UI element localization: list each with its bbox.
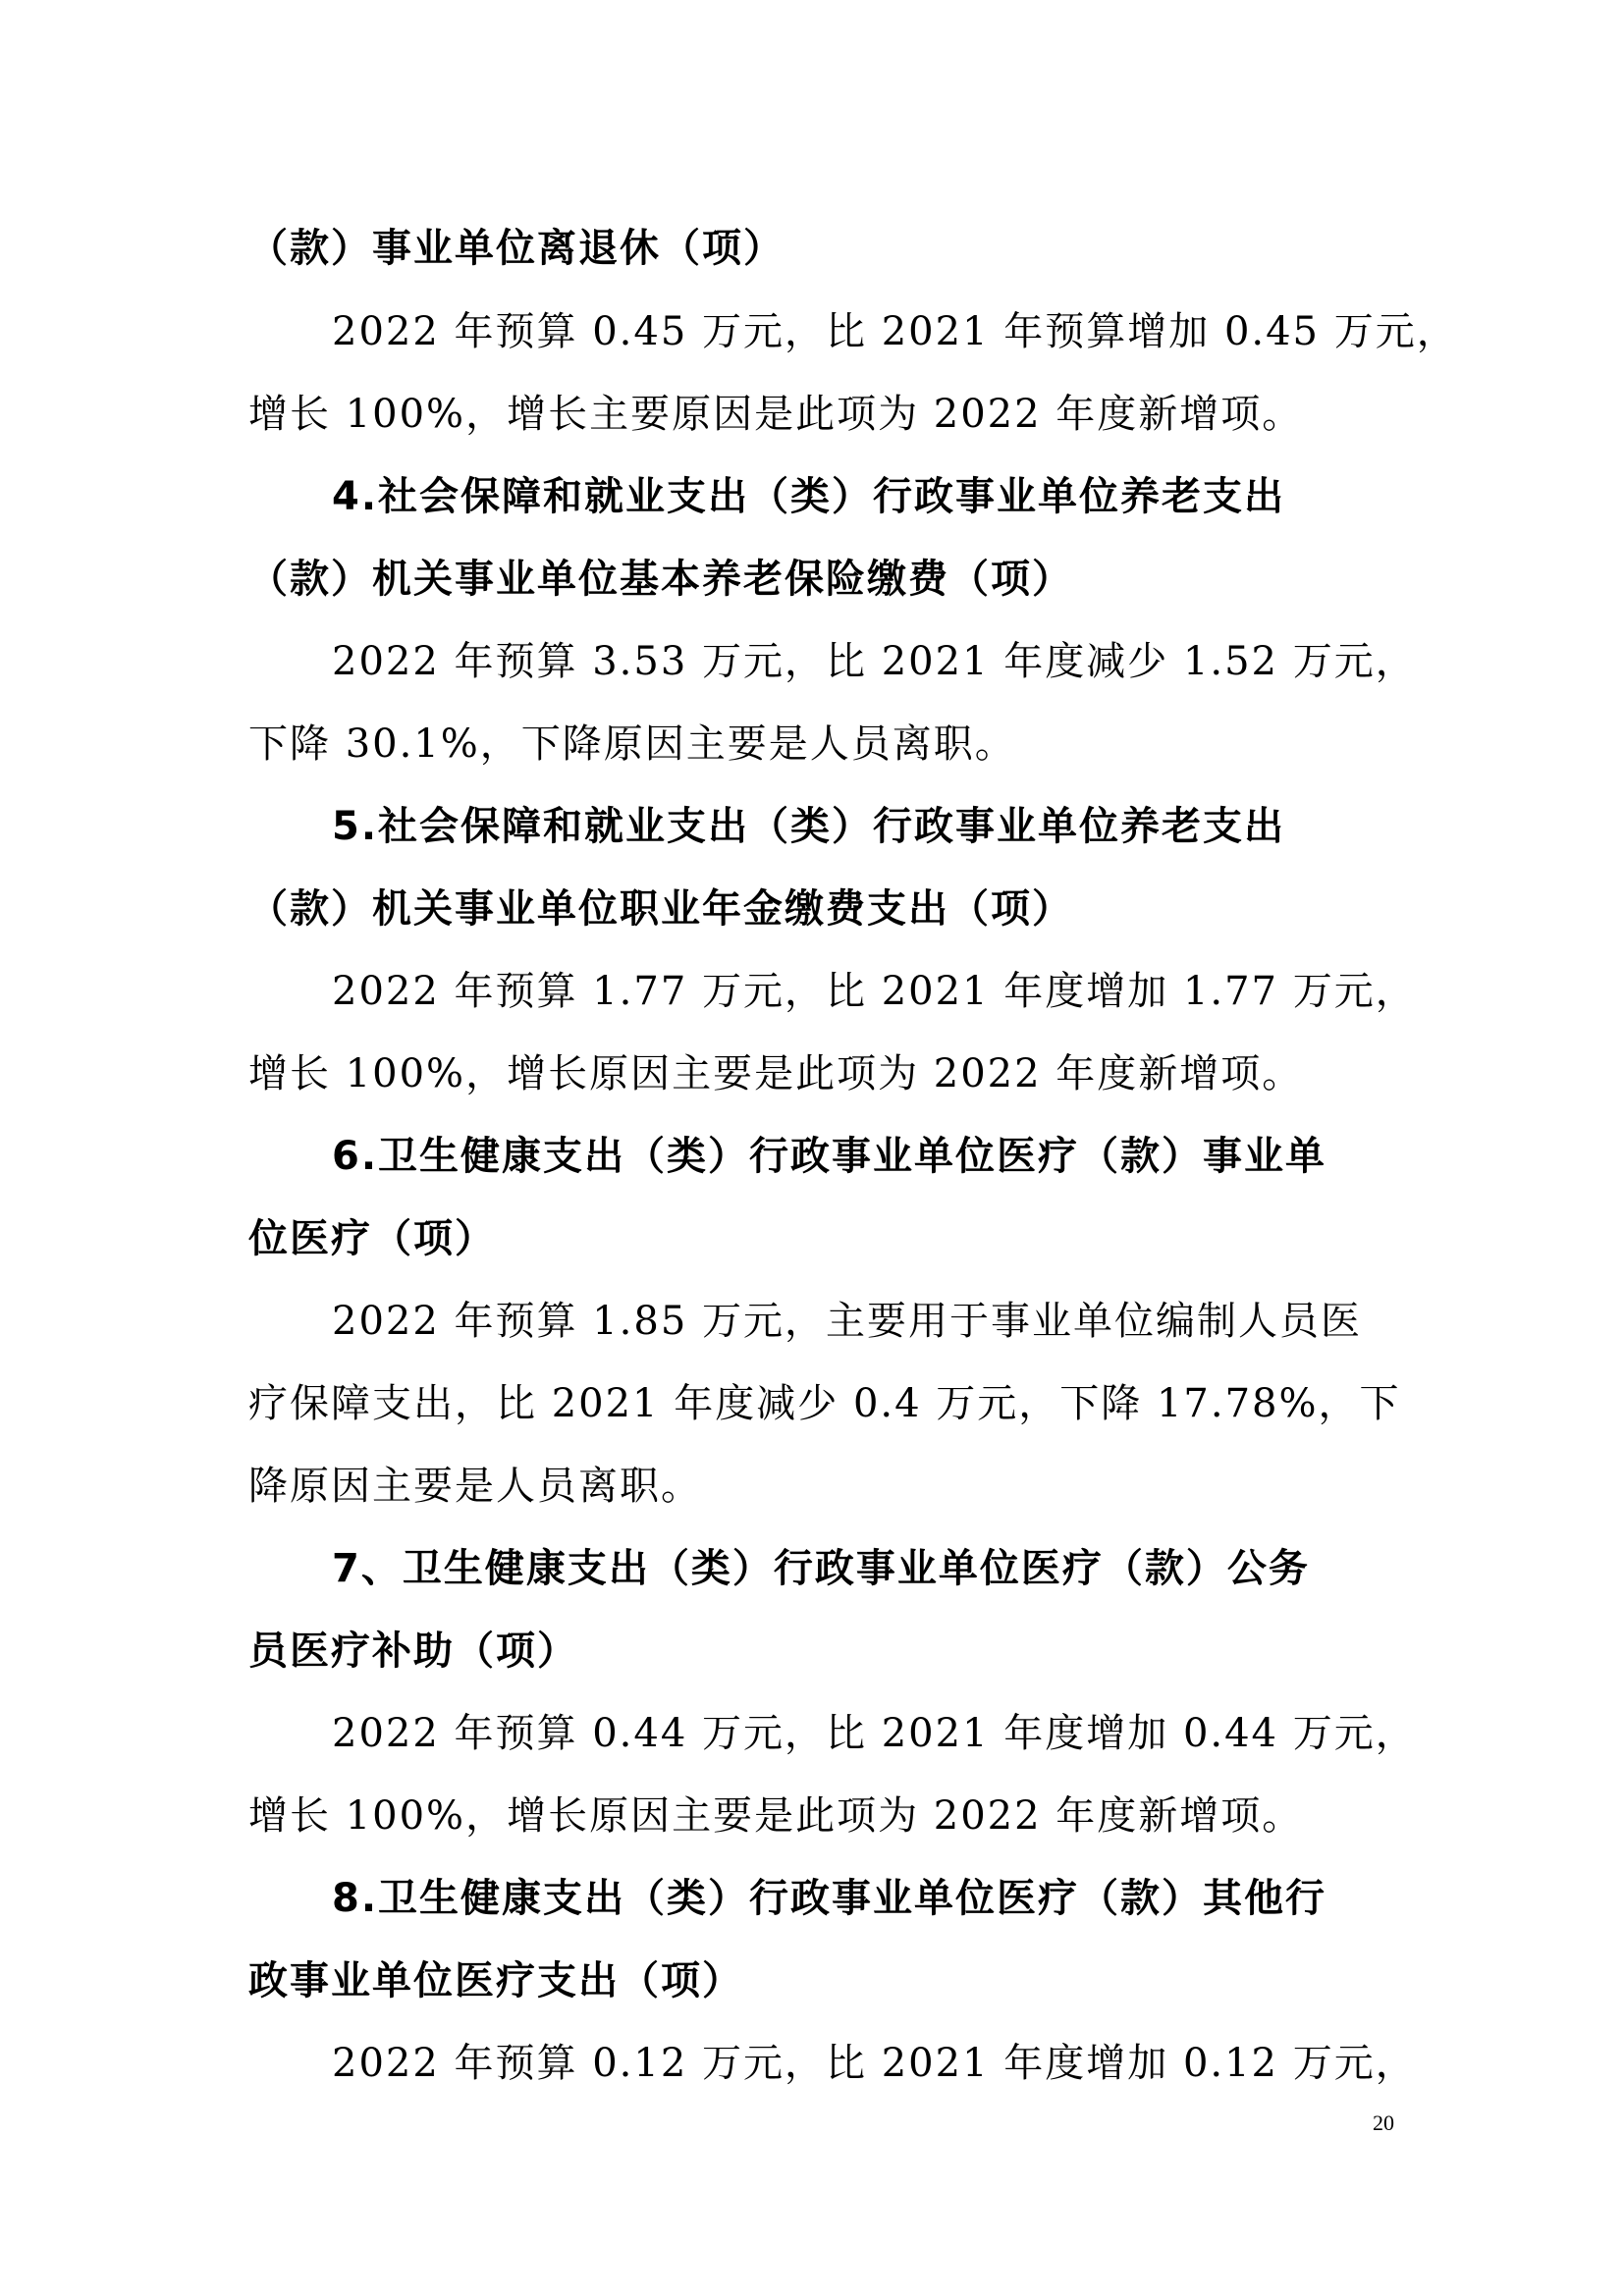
body-line: 2022 年预算 1.77 万元，比 2021 年度增加 1.77 万元，	[332, 969, 1417, 1014]
body-line: 2022 年预算 0.44 万元，比 2021 年度增加 0.44 万元，	[332, 1711, 1417, 1756]
heading-line: 位医疗（项）	[248, 1216, 496, 1261]
heading-line: 7、卫生健康支出（类）行政事业单位医疗（款）公务	[332, 1546, 1310, 1591]
body-line: 2022 年预算 0.12 万元，比 2021 年度增加 0.12 万元，	[332, 2041, 1417, 2086]
body-line: 增长 100%，增长原因主要是此项为 2022 年度新增项。	[248, 1051, 1304, 1096]
heading-line: 5.社会保障和就业支出（类）行政事业单位养老支出	[332, 804, 1286, 849]
body-line: 下降 30.1%，下降原因主要是人员离职。	[248, 721, 1016, 767]
heading-line: 员医疗补助（项）	[248, 1629, 578, 1674]
body-line: 2022 年预算 1.85 万元，主要用于事业单位编制人员医	[332, 1299, 1363, 1344]
body-line: 2022 年预算 3.53 万元，比 2021 年度减少 1.52 万元，	[332, 639, 1417, 684]
body-line: 疗保障支出，比 2021 年度减少 0.4 万元，下降 17.78%，下	[248, 1381, 1401, 1426]
body-line: 2022 年预算 0.45 万元，比 2021 年预算增加 0.45 万元，	[332, 309, 1458, 354]
heading-line: 政事业单位医疗支出（项）	[248, 1958, 743, 2003]
heading-line: 8.卫生健康支出（类）行政事业单位医疗（款）其他行	[332, 1876, 1327, 1921]
heading-line: 6.卫生健康支出（类）行政事业单位医疗（款）事业单	[332, 1134, 1327, 1179]
heading-line: 4.社会保障和就业支出（类）行政事业单位养老支出	[332, 474, 1286, 519]
body-line: 降原因主要是人员离职。	[248, 1464, 702, 1509]
heading-line: （款）机关事业单位职业年金缴费支出（项）	[248, 886, 1073, 932]
body-line: 增长 100%，增长原因主要是此项为 2022 年度新增项。	[248, 1793, 1304, 1839]
body-line: 增长 100%，增长主要原因是此项为 2022 年度新增项。	[248, 392, 1304, 437]
heading-line: （款）机关事业单位基本养老保险缴费（项）	[248, 557, 1073, 602]
heading-line: （款）事业单位离退休（项）	[248, 226, 785, 271]
page-number: 20	[1373, 2110, 1394, 2135]
